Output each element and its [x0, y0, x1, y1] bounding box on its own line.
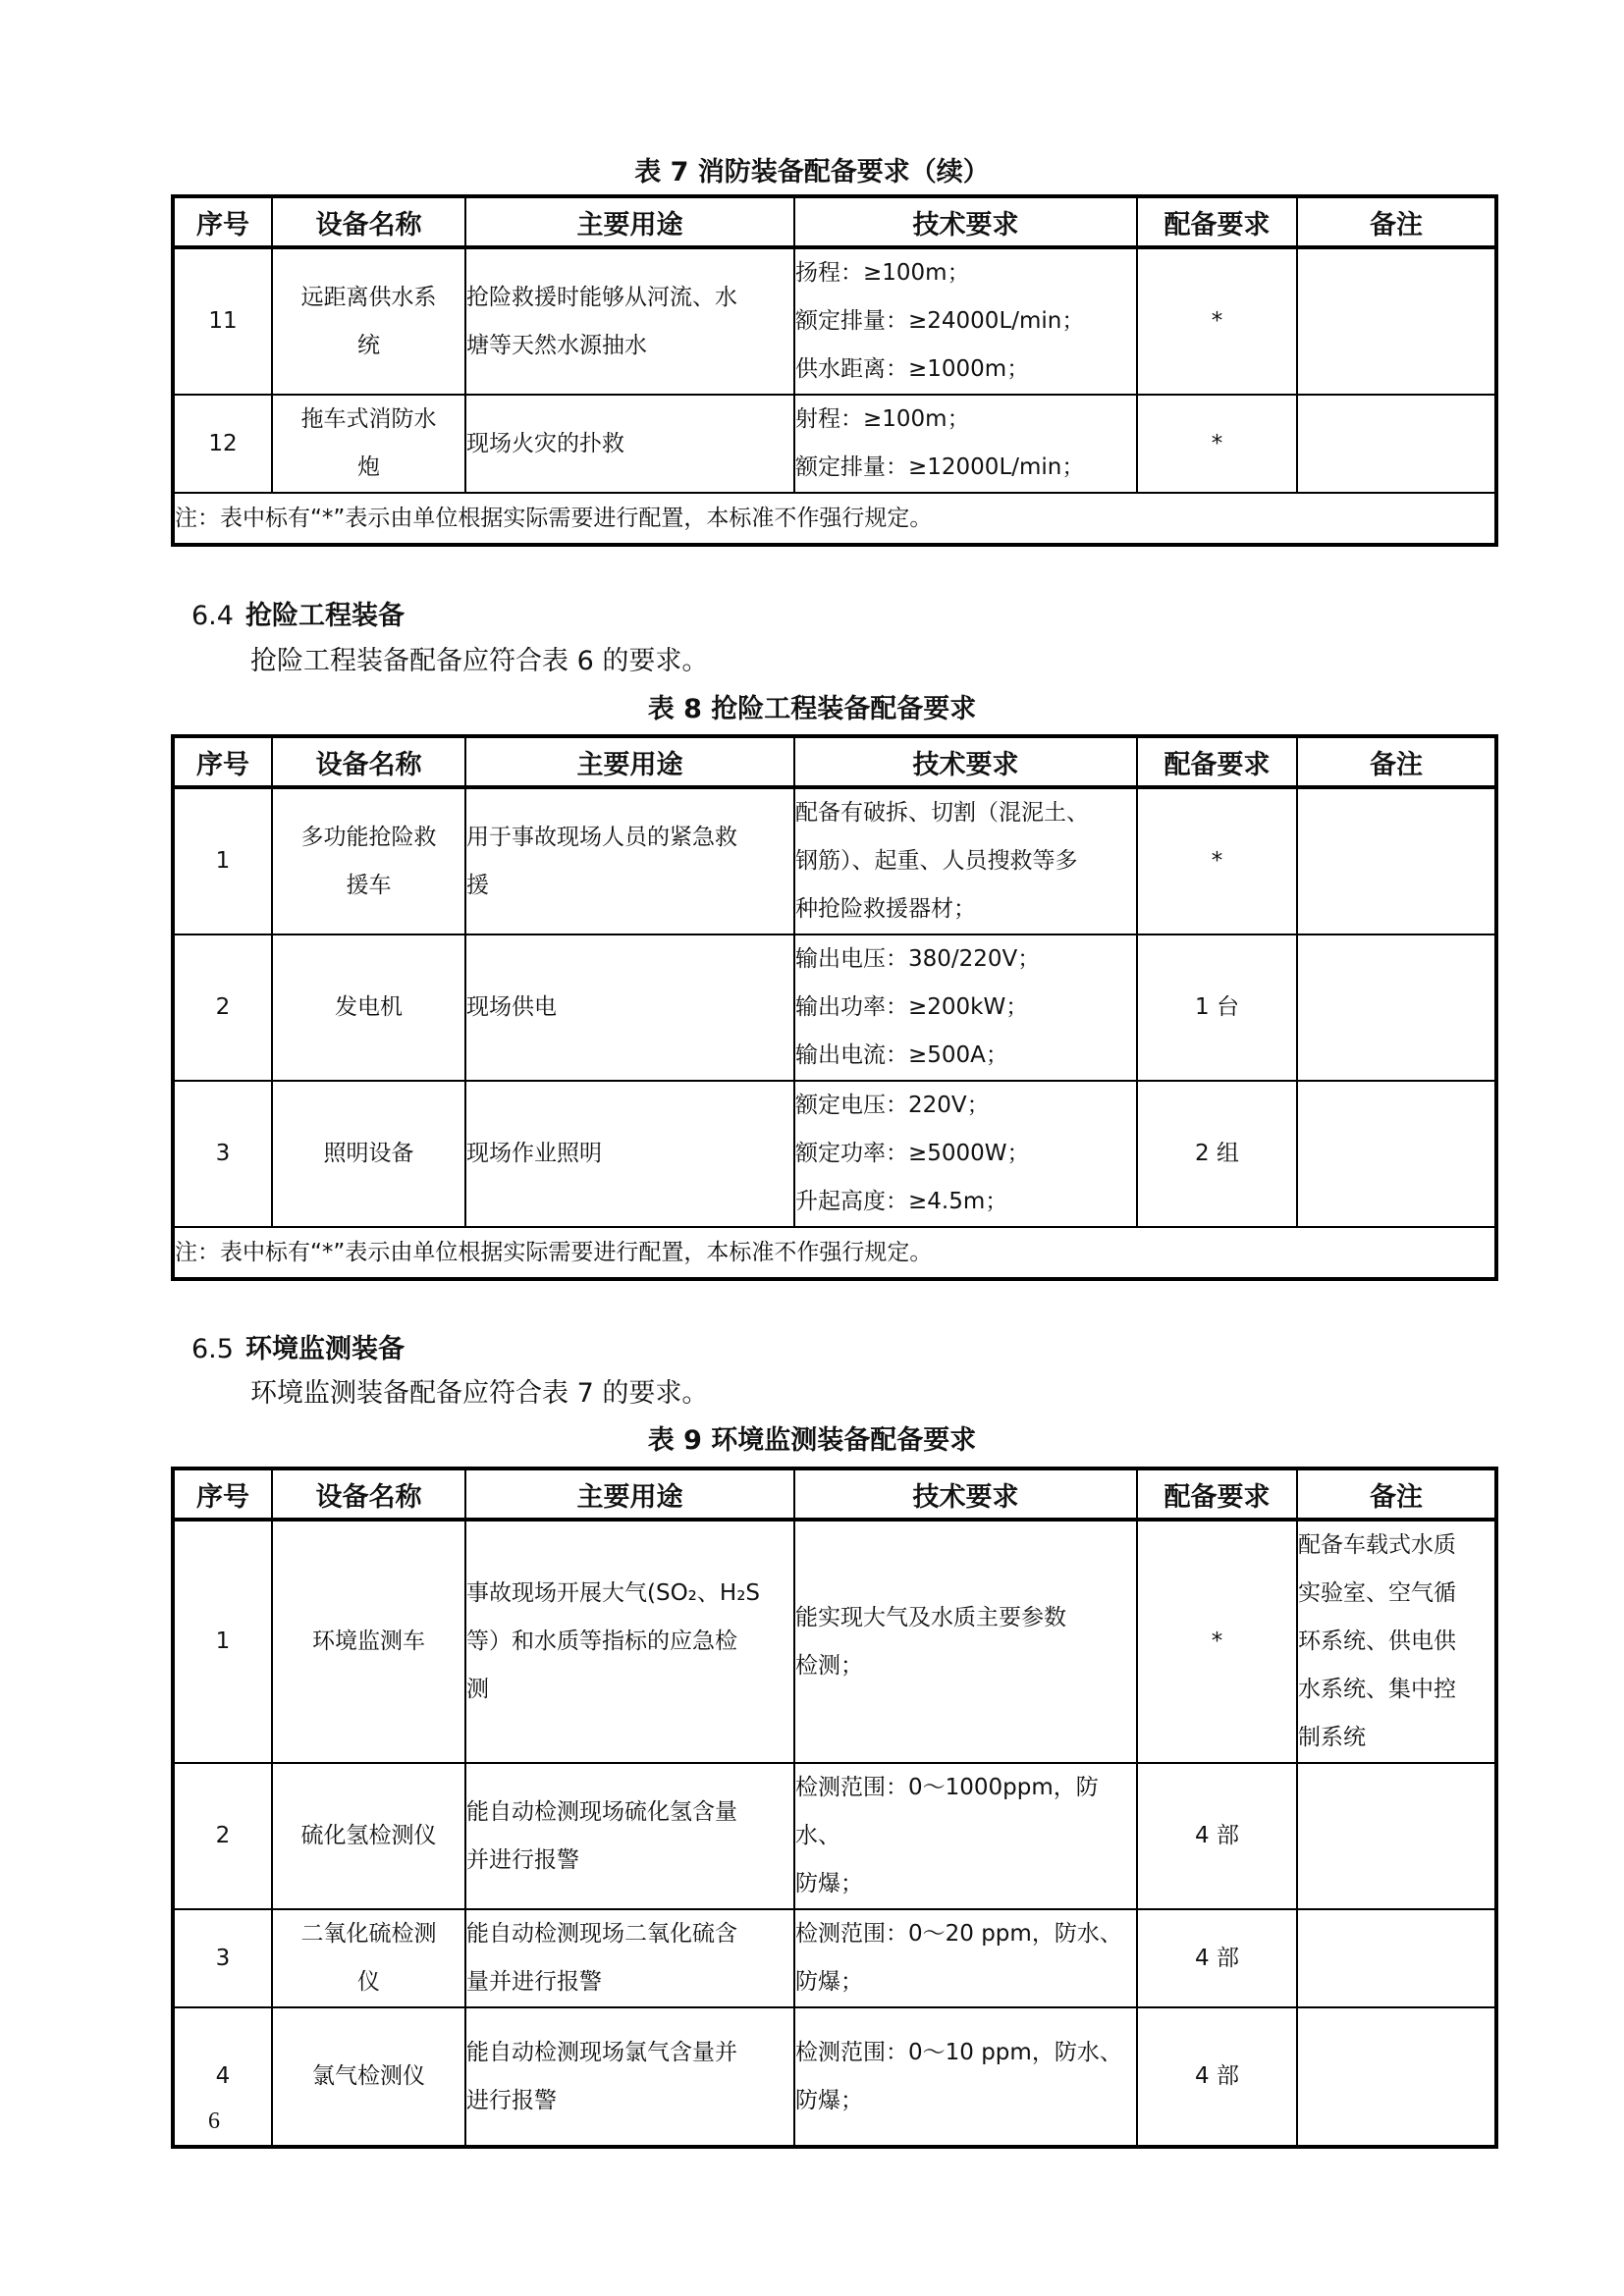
table9-header-row [173, 1468, 1496, 1520]
cell-no: 2 [173, 934, 272, 1081]
table-row [173, 1909, 1496, 2007]
header-no: 序号 [173, 1468, 272, 1520]
table-row [173, 2007, 1496, 2147]
table-row [173, 934, 1496, 1081]
cell-use: 用于事故现场人员的紧急救 援 [465, 787, 794, 934]
cell-no: 12 [173, 395, 272, 493]
cell-note [1297, 395, 1496, 493]
header-note: 备注 [1297, 1468, 1496, 1520]
section-text-6-5: 环境监测装备配备应符合表 7 的要求。 [250, 1378, 709, 1409]
cell-tech: 配备有破拆、切割（混泥土、 钢筋）、起重、人员搜救等多 种抢险救援器材； [794, 787, 1137, 934]
cell-note [1297, 934, 1496, 1081]
cell-tech: 检测范围：0～1000ppm，防水、 防爆； [794, 1763, 1137, 1909]
cell-use: 抢险救援时能够从河流、水 塘等天然水源抽水 [465, 247, 794, 395]
section-heading-6-5 [191, 1332, 405, 1367]
cell-name: 照明设备 [272, 1081, 465, 1227]
section-number: 6.4 [191, 601, 234, 631]
cell-note [1297, 2007, 1496, 2147]
table8-header-row [173, 736, 1496, 787]
cell-no: 1 [173, 787, 272, 934]
table-row [173, 1763, 1496, 1909]
cell-tech: 检测范围：0～10 ppm，防水、 防爆； [794, 2007, 1137, 2147]
cell-name: 环境监测车 [272, 1520, 465, 1763]
cell-req: * [1137, 247, 1297, 395]
cell-note: 配备车载式水质 实验室、空气循 环系统、供电供 水系统、集中控 制系统 [1297, 1520, 1496, 1763]
table9 [171, 1467, 1498, 2149]
cell-use: 现场火灾的扑救 [465, 395, 794, 493]
table-footnote-row [173, 1227, 1496, 1279]
table8-caption: 表 8 抢险工程装备配备要求 [647, 694, 977, 724]
cell-name: 发电机 [272, 934, 465, 1081]
cell-use: 能自动检测现场二氧化硫含 量并进行报警 [465, 1909, 794, 2007]
cell-tech: 检测范围：0～20 ppm，防水、 防爆； [794, 1909, 1137, 2007]
section-number: 6.5 [191, 1334, 234, 1364]
cell-no: 3 [173, 1081, 272, 1227]
table9-caption: 表 9 环境监测装备配备要求 [647, 1425, 977, 1456]
header-use: 主要用途 [465, 1468, 794, 1520]
cell-use: 能自动检测现场氯气含量并 进行报警 [465, 2007, 794, 2147]
header-tech: 技术要求 [794, 196, 1137, 247]
table-row [173, 1520, 1496, 1763]
table-row [173, 247, 1496, 395]
table-row [173, 787, 1496, 934]
header-name: 设备名称 [272, 196, 465, 247]
cell-req: 4 部 [1137, 1909, 1297, 2007]
cell-tech: 扬程：≥100m； 额定排量：≥24000L/min； 供水距离：≥1000m； [794, 247, 1137, 395]
cell-note [1297, 787, 1496, 934]
header-req: 配备要求 [1137, 1468, 1297, 1520]
cell-req: * [1137, 395, 1297, 493]
table7-header-row [173, 196, 1496, 247]
cell-note [1297, 1081, 1496, 1227]
cell-use: 能自动检测现场硫化氢含量 并进行报警 [465, 1763, 794, 1909]
cell-no: 2 [173, 1763, 272, 1909]
cell-name: 多功能抢险救 援车 [272, 787, 465, 934]
header-tech: 技术要求 [794, 1468, 1137, 1520]
section-title: 抢险工程装备 [244, 601, 405, 631]
header-note: 备注 [1297, 196, 1496, 247]
table8 [171, 734, 1498, 1281]
cell-note [1297, 247, 1496, 395]
cell-tech: 能实现大气及水质主要参数 检测； [794, 1520, 1137, 1763]
cell-no: 4 [173, 2007, 272, 2147]
cell-tech: 额定电压：220V； 额定功率：≥5000W； 升起高度：≥4.5m； [794, 1081, 1137, 1227]
header-use: 主要用途 [465, 196, 794, 247]
table-row [173, 1081, 1496, 1227]
header-no: 序号 [173, 196, 272, 247]
header-note: 备注 [1297, 736, 1496, 787]
cell-req: 4 部 [1137, 1763, 1297, 1909]
cell-req: 4 部 [1137, 2007, 1297, 2147]
cell-no: 11 [173, 247, 272, 395]
table7 [171, 194, 1498, 547]
page-number: 6 [208, 2109, 220, 2134]
cell-tech: 输出电压：380/220V； 输出功率：≥200kW； 输出电流：≥500A； [794, 934, 1137, 1081]
cell-req: 1 台 [1137, 934, 1297, 1081]
section-heading-6-4 [191, 599, 405, 634]
cell-name: 拖车式消防水 炮 [272, 395, 465, 493]
header-tech: 技术要求 [794, 736, 1137, 787]
cell-req: 2 组 [1137, 1081, 1297, 1227]
table-footnote: 注：表中标有“*”表示由单位根据实际需要进行配置，本标准不作强行规定。 [173, 493, 1496, 545]
header-name: 设备名称 [272, 1468, 465, 1520]
cell-name: 远距离供水系 统 [272, 247, 465, 395]
cell-use: 现场作业照明 [465, 1081, 794, 1227]
table-footnote: 注：表中标有“*”表示由单位根据实际需要进行配置，本标准不作强行规定。 [173, 1227, 1496, 1279]
cell-tech: 射程：≥100m； 额定排量：≥12000L/min； [794, 395, 1137, 493]
cell-no: 1 [173, 1520, 272, 1763]
cell-req: * [1137, 1520, 1297, 1763]
section-title: 环境监测装备 [244, 1334, 405, 1364]
table-row [173, 395, 1496, 493]
cell-name: 氯气检测仪 [272, 2007, 465, 2147]
cell-req: * [1137, 787, 1297, 934]
table7-caption: 表 7 消防装备配备要求（续） [634, 157, 990, 187]
cell-note [1297, 1909, 1496, 2007]
header-req: 配备要求 [1137, 196, 1297, 247]
table-footnote-row [173, 493, 1496, 545]
header-req: 配备要求 [1137, 736, 1297, 787]
cell-use: 事故现场开展大气(SO₂、H₂S 等）和水质等指标的应急检 测 [465, 1520, 794, 1763]
header-use: 主要用途 [465, 736, 794, 787]
cell-use: 现场供电 [465, 934, 794, 1081]
header-no: 序号 [173, 736, 272, 787]
cell-no: 3 [173, 1909, 272, 2007]
cell-name: 硫化氢检测仪 [272, 1763, 465, 1909]
cell-name: 二氧化硫检测 仪 [272, 1909, 465, 2007]
cell-note [1297, 1763, 1496, 1909]
header-name: 设备名称 [272, 736, 465, 787]
section-text-6-4: 抢险工程装备配备应符合表 6 的要求。 [250, 646, 709, 676]
